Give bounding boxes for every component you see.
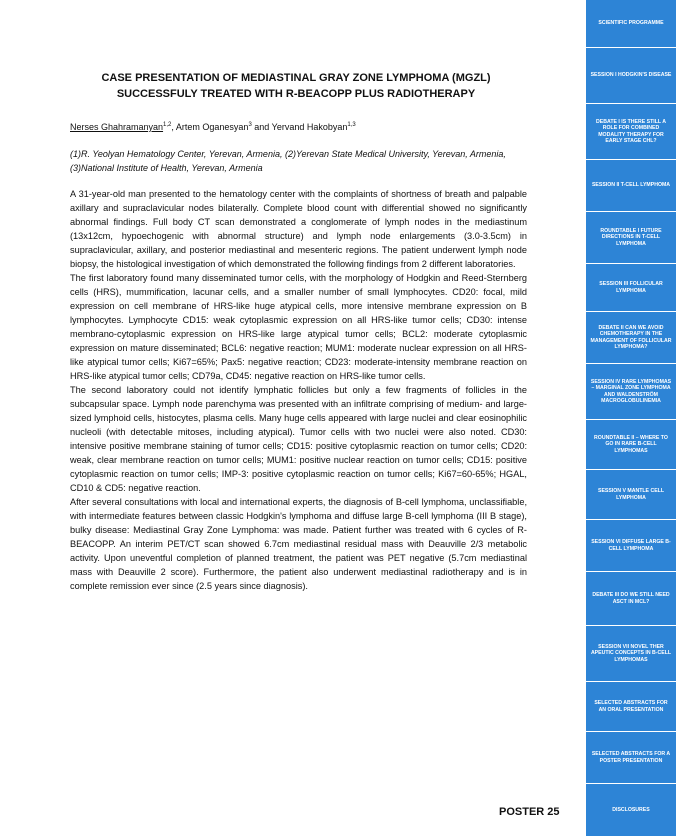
sidebar-item-disclosures[interactable]: DISCLOSURES: [612, 806, 650, 813]
paragraph: After several consultations with local and international experts, the diagnosis of B-cell lymphoma, unclassifiable, with intermediate features between classic Hodgkin's lymphoma and diffuse large B-cell lymphoma (III B stage), bulky disease: Mediastinal Gray Zone Lymphoma: was made. Patient further was treated with 6 cycles of R-BEACOPP. An interim PET/CT scan showed 6.7cm mediastinal residual mass with Deauville 2/3 metabolic activity. Upon uneventful completion of planned treatment, the patient was PET negative (5.7cm mediastinal mass with Deauville 2 score). Furthermore, the patient also underwent mediastinal radiotherapy and is in complete remission ever since (2.5 years since diagnosis).: [70, 497, 527, 591]
sidebar-item-selected-poster[interactable]: SELECTED ABSTRACTS FOR A POSTER PRESENTATION: [586, 732, 676, 784]
sidebar-item-session-3[interactable]: SESSION III FOLLICULAR LYMPHOMA: [586, 264, 676, 312]
sidebar-item-session-6[interactable]: SESSION VI DIFFUSE LARGE B-CELL LYMPHOMA: [586, 520, 676, 572]
paragraph: A 31-year-old man presented to the hematology center with the complaints of shortness of breath and palpable axillary and supraclavicular nodes bilaterally. Complete blood count with differential showed no significantly abnormal findings. Full body CT scan demonstrated a conglomerate of lymph nodes in the mediastinum (13x12cm, hypoechogenic with abnormal structure) and lymph node enlargements (3.0-3.5cm) in supraclavicular, axillary, and posterior mediastinal and mesenteric regions. The patient underwent lymph node biopsy, the histological investigation of which demonstrated the following findings from 2 different laboratories.: [70, 189, 527, 269]
author-1-affiliation: 1,2: [163, 122, 172, 128]
poster-number: POSTER 25: [499, 806, 560, 818]
sidebar-item-debate-3[interactable]: DEBATE III DO WE STILL NEED ASCT IN MCL?: [586, 572, 676, 626]
sidebar-item-roundtable-2[interactable]: ROUNDTABLE II – WHERE TO GO IN RARE B-CELL LYMPHOMAS: [586, 420, 676, 470]
title-line-1: CASE PRESENTATION OF MEDIASTINAL GRAY ZONE LYMPHOMA (MGZL): [101, 72, 491, 84]
abstract-body: [70, 187, 527, 593]
author-3-affiliation: 1,3: [347, 122, 356, 128]
sidebar-item-session-7[interactable]: SESSION VII NOVEL THER APEUTIC CONCEPTS IN B-CELL LYMPHOMAS: [586, 626, 676, 682]
sidebar-navigation: [586, 0, 676, 836]
sidebar-item-debate-2[interactable]: DEBATE II CAN WE AVOID CHEMOTHERAPY IN THE MANAGEMENT OF FOLLICULAR LYMPHOMA?: [586, 312, 676, 364]
author-3-name: Yervand Hakobyan: [271, 122, 348, 132]
author-separator-2: and: [251, 122, 272, 132]
sidebar-item-debate-1[interactable]: DEBATE I IS THERE STILL A ROLE FOR COMBINED MODALITY THERAPY FOR EARLY STAGE CHL?: [586, 104, 676, 160]
author-2-affiliation: 3: [248, 122, 252, 128]
affiliations: (1)R. Yeolyan Hematology Center, Yerevan, Armenia, (2)Yerevan State Medical University, Yerevan, Armenia, (3)National Institute of Health, Yerevan, Armenia: [70, 149, 506, 173]
author-2-name: Artem Oganesyan: [175, 122, 249, 132]
author-1-name: Nerses Ghahramanyan: [70, 122, 164, 132]
sidebar-item-scientific-programme[interactable]: SCIENTIFIC PROGRAMME: [586, 0, 676, 48]
sidebar-item-session-1[interactable]: SESSION I HODGKIN'S DISEASE: [586, 48, 676, 104]
sidebar-item-session-2[interactable]: SESSION II T-CELL LYMPHOMA: [586, 160, 676, 212]
sidebar-item-session-4[interactable]: SESSION IV RARE LYMPHOMAS – MARGINAL ZONE LYMPHOMA AND WALDENSTRÖM MACROGLOBULINEMIA: [586, 364, 676, 420]
author-list: [70, 121, 530, 133]
sidebar-item-session-5[interactable]: SESSION V MANTLE CELL LYMPHOMA: [586, 470, 676, 520]
sidebar-item-selected-oral[interactable]: SELECTED ABSTRACTS FOR AN ORAL PRESENTATION: [586, 682, 676, 732]
paragraph: The first laboratory found many disseminated tumor cells, with the morphology of Hodgkin and Reed-Sternberg cells (HRS), mummification, lacunar cells, and a smaller number of small lymphocytes. CD20: focal, mild expression on cell membrane of HRS-like huge atypical cells, more intensive membrane expression on B lymphocytes. Lymphocyte CD15: weak cytoplasmic expression on all HRS-like tumor cells; CD30: intense membrano-cytoplasmic expression on HRS-like large atypical tumor cells; BCL2: moderate cytoplasmic expression on mature disseminated; BCL6: negative reaction; MUM1: moderate nuclear expression on all HRS-like atypical tumor cells; Ki67=65%; Pax5: negative reaction; CD23: moderate-intensity membrane reaction on HRS-like atypical tumor cells; CD79a, CD45: negative reaction on HRS-like tumor cells.: [70, 273, 527, 381]
document-title: [70, 70, 522, 102]
sidebar-item-roundtable-1[interactable]: ROUNDTABLE I FUTURE DIRECTIONS IN T-CELL LYMPHOMA: [586, 212, 676, 264]
author-separator-1: ,: [171, 122, 176, 132]
title-line-2: SUCCESSFULY TREATED WITH R-BEACOPP PLUS RADIOTHERAPY: [116, 88, 476, 100]
paragraph: The second laboratory could not identify lymphatic follicles but only a few fragments of follicles in the subcapsular space. Lymph node parenchyma was presented with an infiltrate comprising of medium- and large-sized lymphoid cells, histocytes, plasma cells. Many huge cells appeared with large nuclei and clear eosinophilic nucleoli (with detectable mitoses, including atypical). Tumor cells with two nuclei were also noted. CD30: intensive positive membrane staining of tumor cells; CD15: positive cytoplasmic reaction on tumor cells; CD20: weak, clear membrane reaction on tumor cells; MUM1: positive nuclear reaction on tumor cells; CD15: positive cytoplasmic reaction on tumor cells; IMP-3: positive cytoplasmic reaction on tumor cells; Ki67=60-65%; HGAL, CD10 & CD5: negative reaction.: [70, 385, 527, 493]
